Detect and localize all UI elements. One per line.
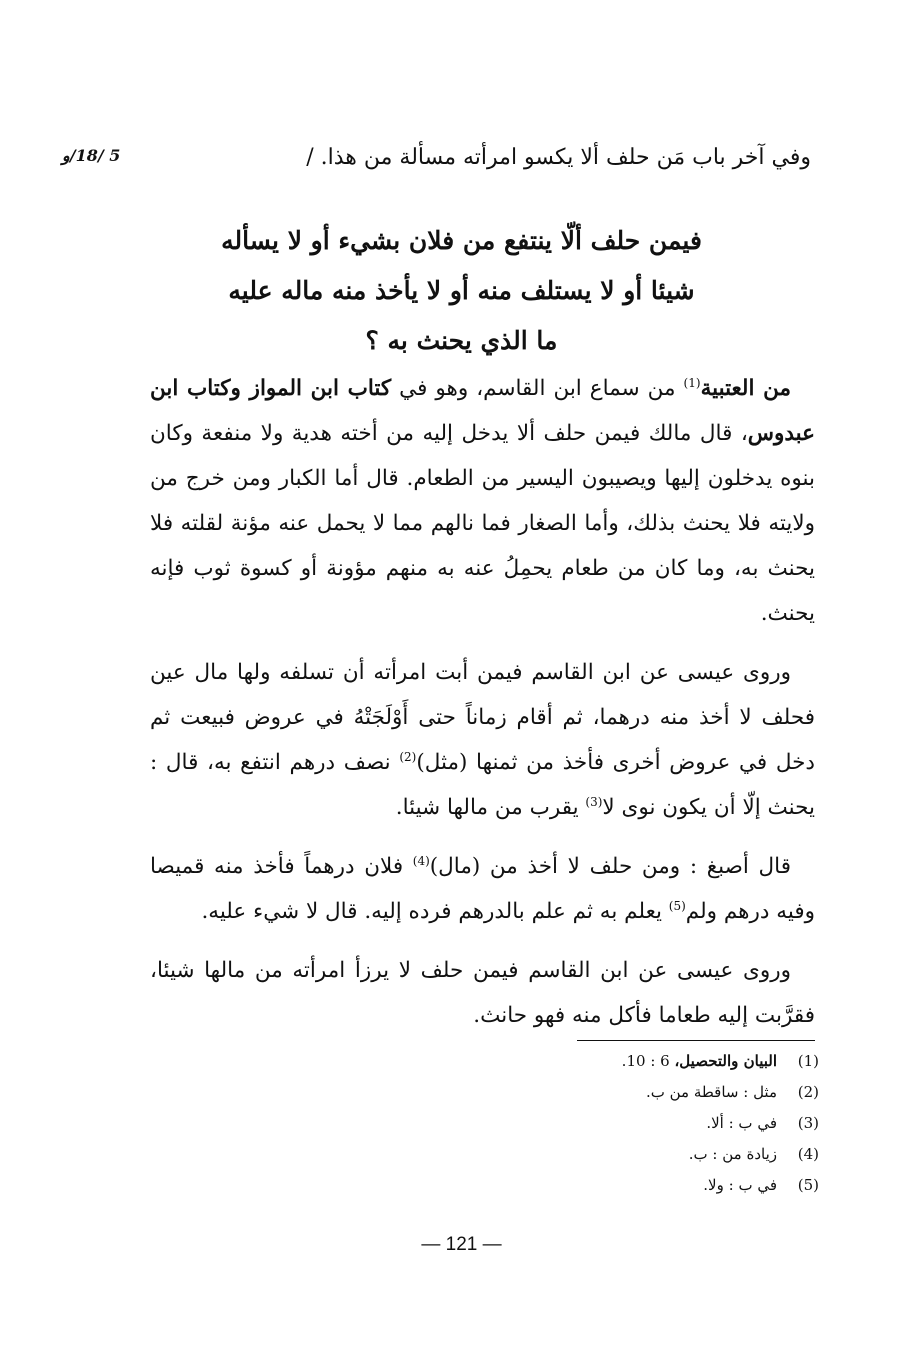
paragraph-3-text-a: قال أصبغ : ومن حلف لا أخذ من (مال) [429, 854, 791, 879]
paragraph-1-text-b: ، قال مالك فيمن حلف ألا يدخل إليه من أخته هدية ولا منفعة وكان بنوه يدخلون إليها ويصيبون اليسير من الطعام. قال أما الكبار ومن خرج من ولايته فلا يحنث بذلك، وأما الصغار فما نالهم مما لا يحمل عنه مؤنة لقلته فلا يحنث به، وما كان من طعام يحمِلُ عنه به منهم مؤونة أو كسوة ثوب فإنه يحنث. [150, 421, 815, 626]
paragraph-2 [150, 650, 815, 830]
paragraph-2-text-b: نصف درهم انتفع به، قال : يحنث إلّا أن يكون نوى لا [150, 750, 815, 820]
footnote-ref-4: (4) [412, 853, 430, 868]
footnote-text: في ب : ألا. [706, 1114, 777, 1132]
continuation-line: وفي آخر باب مَن حلف ألا يكسو امرأته مسألة من هذا. / [306, 145, 811, 170]
paragraph-3-text-b: فلان درهماً فأخذ منه قميصا وفيه درهم ولم [150, 854, 815, 924]
footnote-divider [577, 1040, 815, 1041]
heading-line-1: فيمن حلف ألّا ينتفع من فلان بشيء أو لا يسأله [221, 226, 702, 255]
paragraph-3-text-c: يعلم به ثم علم بالدرهم فرده إليه. قال لا شيء عليه. [201, 899, 669, 924]
source-title: من العتبية [700, 376, 791, 401]
footnote-source: البيان والتحصيل، [674, 1052, 777, 1070]
manuscript-folio-note: 5 /18/و [62, 146, 121, 165]
footnote-number: (3) [797, 1114, 819, 1132]
paragraph-2-text-a: وروى عيسى عن ابن القاسم فيمن أبت امرأته أن تسلفه ولها مال عين فحلف لا أخذ منه درهما، ثم أقام زماناً حتى أَوْلَجَتْهُ في عروض فبيعت ثم دخل في عروض أخرى فأخذ من ثمنها (مثل) [150, 660, 816, 775]
page-number: — 121 — [421, 1234, 502, 1255]
paragraph-2-text-c: يقرب من مالها شيئا. [395, 795, 586, 820]
footnote-number: (1) [797, 1052, 819, 1070]
footnote-3 [519, 1108, 819, 1139]
footnote-text: 6 : 10. [621, 1052, 675, 1070]
heading-line-2: شيئا أو لا يستلف منه أو لا يأخذ منه ماله عليه [228, 276, 695, 305]
paragraph-3 [150, 844, 815, 934]
footnote-4 [519, 1139, 819, 1170]
footnote-ref-1: (1) [683, 375, 701, 390]
body-text [150, 366, 815, 1052]
footnote-2 [519, 1077, 819, 1108]
footnote-text: في ب : ولا. [703, 1176, 777, 1194]
paragraph-1 [150, 366, 815, 636]
footnote-ref-2: (2) [399, 749, 417, 764]
book-titles: كتاب ابن المواز وكتاب ابن عبدوس [150, 376, 815, 446]
footnote-number: (2) [797, 1083, 819, 1101]
section-heading [150, 216, 773, 366]
footnote-text: مثل : ساقطة من ب. [645, 1083, 777, 1101]
paragraph-1-text-a: من سماع ابن القاسم، وهو في [391, 376, 684, 401]
footnote-1 [519, 1046, 819, 1077]
footnote-ref-5: (5) [668, 898, 686, 913]
footnotes [519, 1046, 819, 1201]
paragraph-4: وروى عيسى عن ابن القاسم فيمن حلف لا يرزأ امرأته من مالها شيئا، فقرَّبت إليه طعاما فأكل منه فهو حانث. [150, 958, 815, 1028]
footnote-ref-3: (3) [585, 794, 603, 809]
footnote-5 [519, 1170, 819, 1201]
heading-line-3: ما الذي يحنث به ؟ [365, 326, 558, 355]
footnote-number: (4) [797, 1145, 819, 1163]
footnote-number: (5) [797, 1176, 819, 1194]
footnote-text: زيادة من : ب. [688, 1145, 777, 1163]
